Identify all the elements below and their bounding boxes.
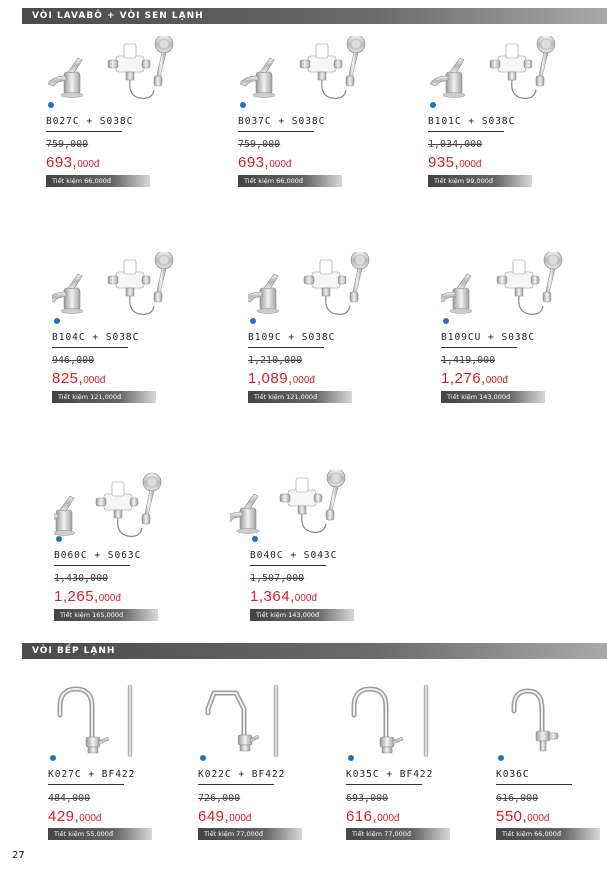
saving-badge: Tiết kiệm 55,000đ	[48, 828, 152, 840]
product-code: K027C + BF422	[48, 769, 136, 780]
new-price	[496, 806, 549, 825]
old-price: 1,430,000	[54, 573, 109, 584]
new-price-main: 693,	[46, 154, 78, 171]
product-image	[248, 252, 398, 320]
new-price-suffix: 000đ	[79, 813, 102, 824]
product-image	[496, 685, 604, 757]
product-card[interactable]	[52, 252, 202, 452]
new-price-main: 429,	[48, 808, 80, 825]
divider	[248, 347, 324, 348]
saving-badge: Tiết kiệm 66,000đ	[496, 828, 600, 840]
new-price-main: 550,	[496, 808, 528, 825]
product-code: B040C + S043C	[250, 550, 338, 561]
bullet-icon	[430, 102, 436, 108]
saving-badge: Tiết kiệm 77,000đ	[198, 828, 302, 840]
bullet-icon	[348, 755, 354, 761]
product-code: B109C + S038C	[248, 332, 336, 343]
new-price-suffix: 000đ	[77, 159, 100, 170]
new-price	[46, 152, 99, 171]
section-header-lavabo	[22, 8, 607, 24]
product-image	[198, 685, 348, 757]
product-card[interactable]	[250, 470, 400, 670]
saving-badge: Tiết kiệm 66,000đ	[238, 175, 342, 187]
new-price	[428, 152, 481, 171]
bullet-icon	[443, 318, 449, 324]
new-price-suffix: 000đ	[292, 375, 315, 386]
new-price-suffix: 000đ	[229, 813, 252, 824]
product-code: K036C	[496, 769, 530, 780]
product-card[interactable]	[198, 685, 348, 875]
new-price-suffix: 000đ	[485, 375, 508, 386]
saving-badge: Tiết kiệm 143,000đ	[250, 609, 354, 621]
product-card[interactable]	[441, 252, 591, 452]
product-image	[428, 36, 578, 104]
product-code: B027C + S038C	[46, 116, 134, 127]
product-image	[346, 685, 496, 757]
divider	[346, 784, 422, 785]
bullet-icon	[54, 318, 60, 324]
section-title: VÒI BẾP LẠNH	[32, 646, 116, 656]
new-price-main: 935,	[428, 154, 460, 171]
bullet-icon	[48, 102, 54, 108]
product-card[interactable]	[496, 685, 604, 875]
saving-badge: Tiết kiệm 143,000đ	[441, 391, 545, 403]
divider	[496, 784, 572, 785]
new-price-main: 649,	[198, 808, 230, 825]
new-price	[238, 152, 291, 171]
new-price-main: 1,364,	[250, 588, 295, 605]
product-code: B037C + S038C	[238, 116, 326, 127]
product-code: B060C + S063C	[54, 550, 142, 561]
product-card[interactable]	[238, 36, 388, 236]
product-image	[441, 252, 591, 320]
saving-badge: Tiết kiệm 99,000đ	[428, 175, 532, 187]
divider	[441, 347, 517, 348]
old-price: 759,000	[46, 139, 89, 150]
product-code: B101C + S038C	[428, 116, 516, 127]
new-price	[250, 586, 317, 605]
product-code: B109CU + S038C	[441, 332, 536, 343]
product-image	[48, 685, 198, 757]
product-image	[52, 252, 202, 320]
product-card[interactable]	[48, 685, 198, 875]
saving-badge: Tiết kiệm 165,000đ	[54, 609, 158, 621]
new-price-suffix: 000đ	[269, 159, 292, 170]
old-price: 1,419,000	[441, 355, 496, 366]
old-price: 726,000	[198, 793, 241, 804]
new-price-suffix: 000đ	[527, 813, 550, 824]
saving-badge: Tiết kiệm 121,000đ	[248, 391, 352, 403]
new-price-suffix: 000đ	[294, 593, 317, 604]
new-price	[52, 368, 105, 387]
product-image	[238, 36, 388, 104]
bullet-icon	[498, 755, 504, 761]
new-price-main: 693,	[238, 154, 270, 171]
old-price: 1,034,000	[428, 139, 483, 150]
bullet-icon	[240, 102, 246, 108]
new-price-main: 1,265,	[54, 588, 99, 605]
product-image	[230, 470, 380, 538]
divider	[48, 784, 124, 785]
product-image	[46, 36, 196, 104]
old-price: 946,000	[52, 355, 95, 366]
product-card[interactable]	[346, 685, 496, 875]
new-price-suffix: 000đ	[98, 593, 121, 604]
product-code: B104C + S038C	[52, 332, 140, 343]
bullet-icon	[252, 536, 258, 542]
saving-badge: Tiết kiệm 121,000đ	[52, 391, 156, 403]
new-price-main: 616,	[346, 808, 378, 825]
divider	[428, 131, 504, 132]
new-price-suffix: 000đ	[83, 375, 106, 386]
saving-badge: Tiết kiệm 77,000đ	[346, 828, 450, 840]
product-image	[54, 440, 204, 538]
new-price-suffix: 000đ	[377, 813, 400, 824]
old-price: 1,507,000	[250, 573, 305, 584]
bullet-icon	[250, 318, 256, 324]
new-price	[198, 806, 251, 825]
new-price-main: 825,	[52, 370, 84, 387]
new-price-main: 1,276,	[441, 370, 486, 387]
section-title: VÒI LAVABÔ + VÒI SEN LẠNH	[32, 11, 204, 21]
product-card[interactable]	[54, 470, 204, 670]
product-code: K022C + BF422	[198, 769, 286, 780]
bullet-icon	[56, 536, 62, 542]
product-card[interactable]	[248, 252, 398, 452]
divider	[238, 131, 314, 132]
new-price-suffix: 000đ	[459, 159, 482, 170]
divider	[250, 565, 326, 566]
bullet-icon	[50, 755, 56, 761]
divider	[46, 131, 122, 132]
divider	[198, 784, 274, 785]
new-price	[48, 806, 101, 825]
new-price	[54, 586, 121, 605]
saving-badge: Tiết kiệm 66,000đ	[46, 175, 150, 187]
new-price	[441, 368, 508, 387]
page-number: 27	[12, 850, 25, 861]
product-code: K035C + BF422	[346, 769, 434, 780]
new-price-main: 1,089,	[248, 370, 293, 387]
product-card[interactable]	[46, 36, 196, 236]
new-price	[248, 368, 315, 387]
old-price: 1,210,000	[248, 355, 303, 366]
product-card[interactable]	[428, 36, 578, 236]
bullet-icon	[200, 755, 206, 761]
old-price: 484,000	[48, 793, 91, 804]
old-price: 693,000	[346, 793, 389, 804]
new-price	[346, 806, 399, 825]
old-price: 616,000	[496, 793, 539, 804]
divider	[54, 565, 130, 566]
divider	[52, 347, 128, 348]
old-price: 759,000	[238, 139, 281, 150]
